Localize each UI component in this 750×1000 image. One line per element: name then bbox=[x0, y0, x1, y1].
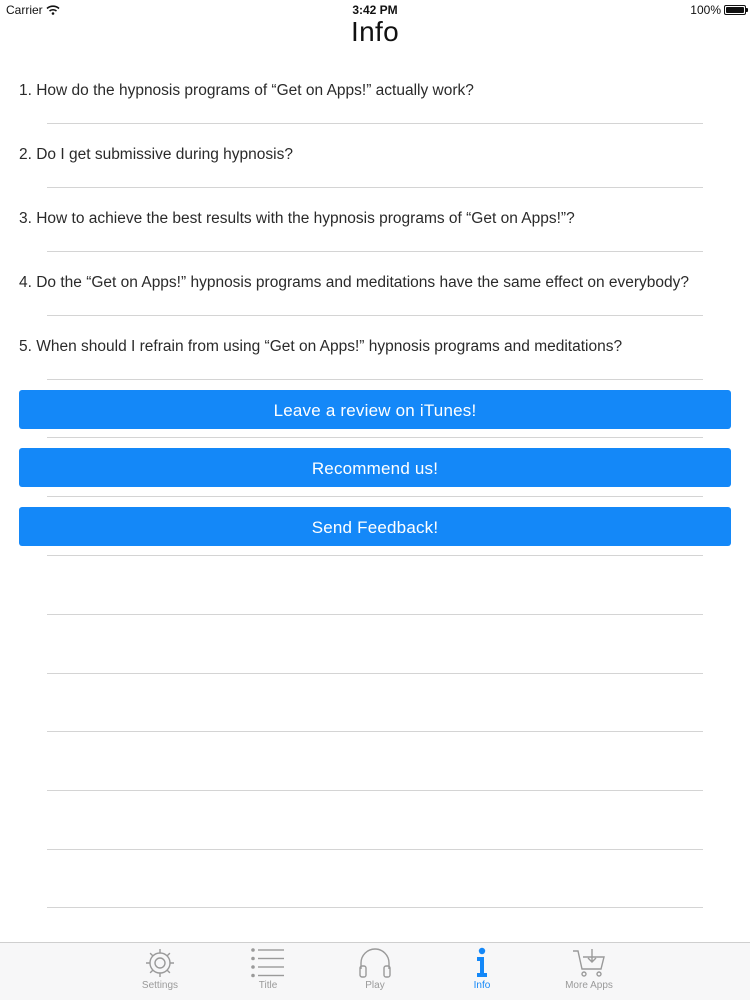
tab-info[interactable] bbox=[428, 943, 536, 1000]
empty-row-separator bbox=[47, 555, 703, 556]
cart-icon bbox=[571, 947, 607, 979]
faq-item-3[interactable] bbox=[0, 188, 750, 252]
faq-item-1[interactable] bbox=[0, 60, 750, 124]
tab-label: More Apps bbox=[565, 980, 613, 991]
list-icon bbox=[250, 947, 286, 979]
tab-label: Info bbox=[473, 980, 491, 991]
send-feedback-button[interactable]: Send Feedback! bbox=[19, 507, 731, 546]
battery-icon bbox=[724, 5, 746, 15]
faq-item-2[interactable] bbox=[0, 124, 750, 188]
faq-question: 5. When should I refrain from using “Get on Apps!” hypnosis programs and meditations? bbox=[19, 338, 623, 355]
gear-icon bbox=[142, 947, 178, 979]
faq-question: 3. How to achieve the best results with the hypnosis programs of “Get on Apps!”? bbox=[19, 210, 575, 227]
tab-play[interactable] bbox=[321, 943, 429, 1000]
empty-row-separator bbox=[47, 496, 703, 497]
faq-separator bbox=[47, 379, 703, 380]
battery-percentage: 100% bbox=[690, 3, 721, 17]
faq-item-4[interactable] bbox=[0, 252, 750, 316]
tab-label: Play bbox=[365, 980, 385, 991]
empty-row-separator bbox=[47, 673, 703, 674]
info-icon bbox=[464, 947, 500, 979]
faq-item-5[interactable] bbox=[0, 316, 750, 380]
leave-review-button[interactable]: Leave a review on iTunes! bbox=[19, 390, 731, 429]
tab-label: Settings bbox=[141, 980, 179, 991]
faq-question: 4. Do the “Get on Apps!” hypnosis programs and meditations have the same effect on everybody? bbox=[19, 274, 690, 291]
headphones-icon bbox=[357, 947, 393, 979]
faq-list bbox=[0, 60, 750, 380]
faq-question: 2. Do I get submissive during hypnosis? bbox=[19, 146, 293, 163]
tab-settings[interactable] bbox=[106, 943, 214, 1000]
status-time: 3:42 PM bbox=[352, 3, 398, 17]
empty-row-separator bbox=[47, 849, 703, 850]
carrier-label: Carrier bbox=[6, 3, 43, 17]
tab-label: Title bbox=[258, 980, 278, 991]
recommend-button[interactable]: Recommend us! bbox=[19, 448, 731, 487]
battery-fill bbox=[726, 7, 744, 13]
status-battery bbox=[690, 3, 746, 17]
empty-row-separator bbox=[47, 614, 703, 615]
tab-bar bbox=[0, 942, 750, 1000]
empty-row-separator bbox=[47, 790, 703, 791]
faq-question: 1. How do the hypnosis programs of “Get on Apps!” actually work? bbox=[19, 82, 474, 99]
empty-row-separator bbox=[47, 907, 703, 908]
tab-more-apps[interactable] bbox=[535, 943, 643, 1000]
empty-row-separator bbox=[47, 437, 703, 438]
page-title: Info bbox=[351, 16, 399, 47]
tab-title[interactable] bbox=[214, 943, 322, 1000]
empty-row-separator bbox=[47, 731, 703, 732]
